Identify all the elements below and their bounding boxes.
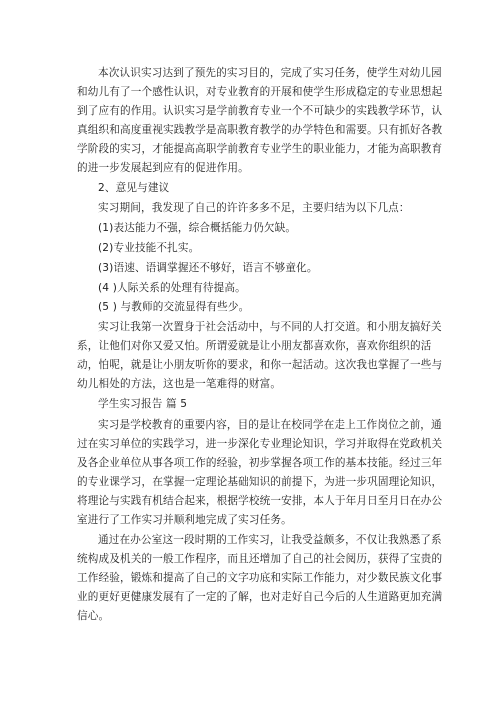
paragraph-line: 到了应有的作用。认识实习是学前教育专业一个不可缺少的实践教学环节，认 [77,105,443,117]
paragraph-line: 实习是学校教育的重要内容，目的是让在校同学在走上工作岗位之前，通 [98,419,442,431]
paragraph-line: 通过在办公室这一段时期的工作实习，让我受益颇多，不仅让我熟悉了系 [98,534,442,546]
paragraph-line: 和幼儿有了一个感性认识，对专业教育的开展和使学生形成稳定的专业思想起 [77,86,443,98]
paragraph-line: 本次认识实习达到了预先的实习目的，完成了实习任务，使学生对幼儿园 [98,67,442,79]
paragraph-line: 业的更好更健康发展有了一定的了解，也对走好自己今后的人生道路更加充满 [77,591,443,603]
paragraph-line: 工作经验，锻炼和提高了自己的文字功底和实际工作能力，对少数民族文化事 [77,572,443,584]
section-heading: 2、意见与建议 [98,182,170,194]
paragraph-line: 实习让我第一次置身于社会活动中，与不同的人打交道。和小朋友搞好关 [98,321,442,333]
paragraph-line: 学阶段的实习，才能提高高职学前教育专业学生的职业能力，才能为高职教育 [77,143,443,155]
paragraph-line: 幼儿相处的方法，这也是一笔难得的财富。 [77,378,282,390]
paragraph-line: 系，让他们对你又爱又怕。所谓爱就是让小朋友都喜欢你，喜欢你组织的活 [77,340,432,352]
list-item: (1)表达能力不强，综合概括能力仍欠缺。 [98,222,297,234]
paragraph-line: 及各企业单位从事各项工作的经验，初步掌握各项工作的基本技能。经过三年 [77,457,443,469]
paragraph-line: 过在实习单位的实践学习，进一步深化专业理论知识，学习并取得在党政机关 [77,438,443,450]
list-item: (5 ) 与教师的交流显得有些少。 [98,301,250,313]
paragraph-line: 统构成及机关的一般工作程序，而且还增加了自己的社会阅历，获得了宝贵的 [77,553,443,565]
paragraph-line: 信心。 [77,610,110,622]
paragraph-line: 室进行了工作实习并顺利地完成了实习任务。 [77,514,292,526]
section-heading: 学生实习报告 篇 5 [98,398,188,410]
list-item: (3)语速、语调掌握还不够好，语言不够童化。 [98,262,318,274]
paragraph-line: 的专业课学习，在掌握一定理论基础知识的前提下，为进一步巩固理论知识， [77,476,443,488]
paragraph-line: 动，怕呢，就是让小朋友听你的要求，和你一起活动。这次我也掌握了一些与 [77,359,443,371]
paragraph-line: 真组织和高度重视实践教学是高职教育教学的办学特色和需要。只有抓好各教 [77,124,443,136]
list-item: (4 )人际关系的处理有待提高。 [98,282,246,294]
paragraph-line: 的进一步发展起到应有的促进作用。 [77,162,249,174]
paragraph-line: 将理论与实践有机结合起来，根据学校统一安排，本人于年月日至月日在办公 [77,495,443,507]
list-item: (2)专业技能不扎实。 [98,242,200,254]
paragraph-line: 实习期间，我发现了自己的许许多多不足，主要归结为以下几点： [98,202,410,214]
